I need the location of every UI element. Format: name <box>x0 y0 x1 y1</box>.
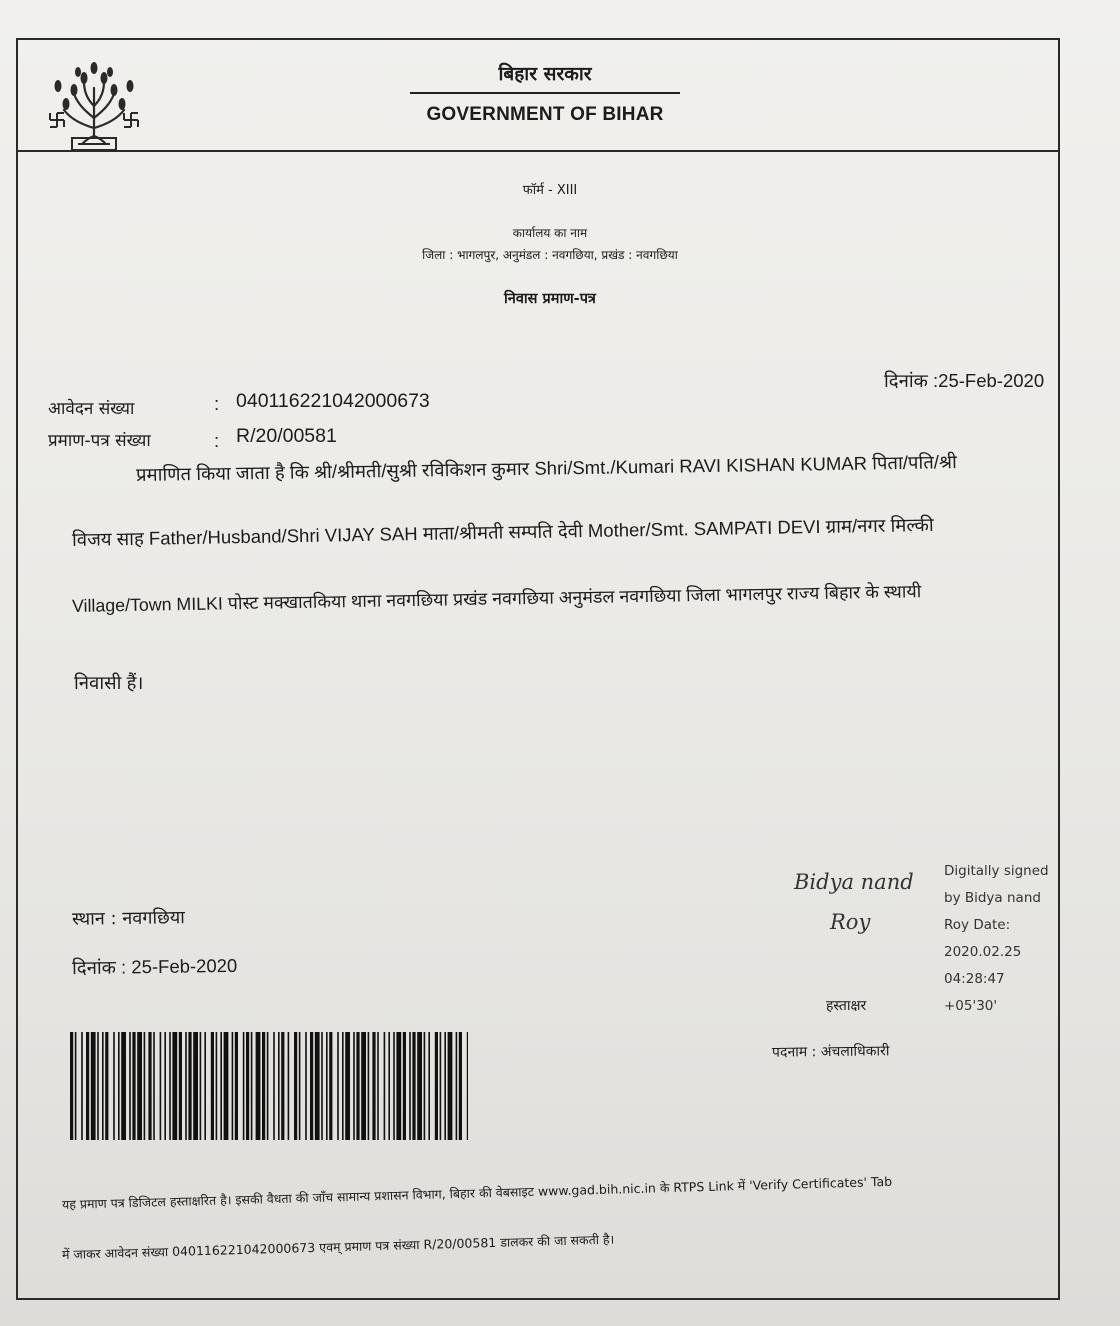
certificate-number-label: प्रमाण-पत्र संख्या <box>48 431 151 451</box>
barcode-bar <box>288 1032 290 1140</box>
barcode-bar <box>278 1032 280 1140</box>
barcode-bar <box>172 1032 177 1140</box>
barcode-bar <box>337 1032 339 1140</box>
barcode-bar <box>91 1032 96 1140</box>
barcode-bar <box>160 1032 162 1140</box>
barcode-bar <box>220 1032 222 1140</box>
barcode-bar <box>179 1032 182 1140</box>
signature-name-line-1: Bidya nand <box>794 870 914 894</box>
barcode-bar <box>440 1032 442 1140</box>
place-value: नवगछिया <box>122 907 185 930</box>
paragraph-line-4: निवासी हैं। <box>74 672 144 693</box>
title-underline <box>410 92 680 94</box>
signature-name-line-2: Roy <box>830 910 871 934</box>
barcode-bar <box>310 1032 313 1140</box>
barcode-bar <box>361 1032 366 1140</box>
barcode-bar <box>388 1032 390 1140</box>
barcode-bar <box>459 1032 462 1140</box>
office-label: कार्यालय का नाम <box>512 226 588 240</box>
issue-date-label: दिनांक : <box>71 956 127 979</box>
footer-line-2: में जाकर आवेदन संख्या 040116221042000673 एवम् प्रमाण पत्र संख्या R/20/00581 डालकर की जा सकती है। <box>61 1231 615 1262</box>
barcode-bar <box>353 1032 355 1140</box>
barcode-bar <box>243 1032 245 1140</box>
barcode-bar <box>396 1032 401 1140</box>
application-number-separator: : <box>214 393 220 414</box>
barcode-bar <box>448 1032 453 1140</box>
barcode-bar <box>211 1032 214 1140</box>
barcode-bar <box>193 1032 198 1140</box>
barcode-bar <box>148 1032 151 1140</box>
barcode-bar <box>251 1032 253 1140</box>
digital-signature-line-2: by Bidya nand <box>944 890 1041 906</box>
barcode-bar <box>299 1032 301 1140</box>
barcode-bar <box>224 1032 229 1140</box>
paragraph-line-2: विजय साह Father/Husband/Shri VIJAY SAH माता/श्रीमती सम्पति देवी Mother/Smt. SAMPATI DEVI ग्राम/नगर मिल्की <box>71 513 934 550</box>
form-number: फॉर्म - XIII <box>522 183 578 198</box>
barcode-bar <box>444 1032 446 1140</box>
barcode-bar <box>356 1032 359 1140</box>
certificate-number-separator: : <box>214 430 220 451</box>
barcode-bar <box>164 1032 166 1140</box>
barcode-bar <box>326 1032 328 1140</box>
signature-label: हस्ताक्षर <box>826 998 867 1014</box>
issue-date <box>72 953 238 980</box>
barcode-bar <box>428 1032 430 1140</box>
barcode-bar <box>188 1032 191 1140</box>
barcode-bar <box>384 1032 386 1140</box>
barcode-bar <box>102 1032 104 1140</box>
paragraph-line-3: Village/Town MILKI पोस्ट मक्खातकिया थाना नवगछिया प्रखंड नवगछिया अनुमंडल नवगछिया जिला भागलपुर राज्य बिहार के स्थायी <box>71 581 922 616</box>
date-top-label: दिनांक : <box>884 370 939 391</box>
application-number-label: आवेदन संख्या <box>48 399 135 419</box>
barcode-bar <box>81 1032 83 1140</box>
barcode-bar <box>256 1032 261 1140</box>
barcode-bar <box>281 1032 284 1140</box>
place <box>72 905 185 931</box>
date-top-value: 25-Feb-2020 <box>938 370 1045 391</box>
date-top <box>884 368 1044 393</box>
barcode-bar <box>403 1032 406 1140</box>
digital-signature-line-3: Roy Date: <box>944 917 1011 933</box>
barcode-bar <box>185 1032 187 1140</box>
barcode-bar <box>305 1032 307 1140</box>
barcode-bar <box>129 1032 131 1140</box>
barcode-bar <box>409 1032 411 1140</box>
barcode-bar <box>377 1032 379 1140</box>
barcode-bar <box>113 1032 115 1140</box>
barcode-bar <box>118 1032 120 1140</box>
barcode-bar <box>97 1032 99 1140</box>
barcode-bar <box>204 1032 206 1140</box>
barcode-bar <box>329 1032 332 1140</box>
barcode-bar <box>435 1032 438 1140</box>
office-location: जिला : भागलपुर, अनुमंडल : नवगछिया, प्रखंड : नवगछिया <box>422 248 678 262</box>
barcode-bar <box>412 1032 415 1140</box>
designation: पदनाम : अंचलाधिकारी <box>771 1043 890 1061</box>
barcode-bar <box>342 1032 344 1140</box>
barcode-bar <box>417 1032 422 1140</box>
barcode-bar <box>262 1032 265 1140</box>
digital-signature-line-4: 2020.02.25 <box>944 944 1022 960</box>
bihar-emblem-icon <box>44 58 144 154</box>
government-title-hindi: बिहार सरकार <box>498 63 592 85</box>
government-title-english: GOVERNMENT OF BIHAR <box>426 104 664 125</box>
barcode-bar <box>321 1032 323 1140</box>
issue-date-value: 25-Feb-2020 <box>131 954 238 978</box>
digital-signature-block <box>944 858 1054 1020</box>
paragraph-line-1: प्रमाणित किया जाता है कि श्री/श्रीमती/सुश्री रविकिशन कुमार Shri/Smt./Kumari RAVI KISHAN KUMAR पिता/पति/श्री <box>135 451 957 485</box>
barcode-bar <box>132 1032 135 1140</box>
digital-signature-line-5: 04:28:47 <box>944 971 1005 987</box>
barcode-bar <box>153 1032 155 1140</box>
barcode-bar <box>200 1032 202 1140</box>
footer-line-1: यह प्रमाण पत्र डिजिटल हस्ताक्षरित है। इसकी वैधता की जाँच सामान्य प्रशासन विभाग, बिहार की वेबसाइट www.gad.bih.nic.in के RTPS Link में 'Verify Certificates' Tab <box>61 1173 893 1212</box>
certificate-title: निवास प्रमाण-पत्र <box>504 291 596 307</box>
barcode-bar <box>105 1032 108 1140</box>
barcode-bar <box>137 1032 142 1140</box>
barcode-bar <box>294 1032 297 1140</box>
certificate-number-value: R/20/00581 <box>236 425 337 447</box>
barcode-bar <box>232 1032 234 1140</box>
barcode-bar <box>467 1032 468 1140</box>
barcode-bar <box>345 1032 350 1140</box>
barcode-bar <box>144 1032 146 1140</box>
digital-signature-line-6: +05'30' <box>944 998 998 1014</box>
barcode-bar <box>315 1032 320 1140</box>
barcode-bar <box>246 1032 249 1140</box>
barcode-bar <box>393 1032 395 1140</box>
barcode-bar <box>86 1032 89 1140</box>
barcode-bar <box>368 1032 370 1140</box>
place-label: स्थान : <box>71 908 117 930</box>
barcode-bar <box>267 1032 269 1140</box>
barcode-bar <box>169 1032 171 1140</box>
barcode <box>70 1032 468 1140</box>
barcode-bar <box>372 1032 375 1140</box>
barcode-bar <box>216 1032 218 1140</box>
barcode-bar <box>70 1032 73 1140</box>
barcode-bar <box>121 1032 126 1140</box>
barcode-bar <box>456 1032 458 1140</box>
header-divider <box>16 150 1060 152</box>
barcode-bar <box>273 1032 275 1140</box>
barcode-bar <box>235 1032 238 1140</box>
digital-signature-line-1: Digitally signed <box>944 863 1049 879</box>
barcode-bar <box>424 1032 426 1140</box>
application-number-value: 040116221042000673 <box>236 390 430 412</box>
barcode-bar <box>75 1032 77 1140</box>
